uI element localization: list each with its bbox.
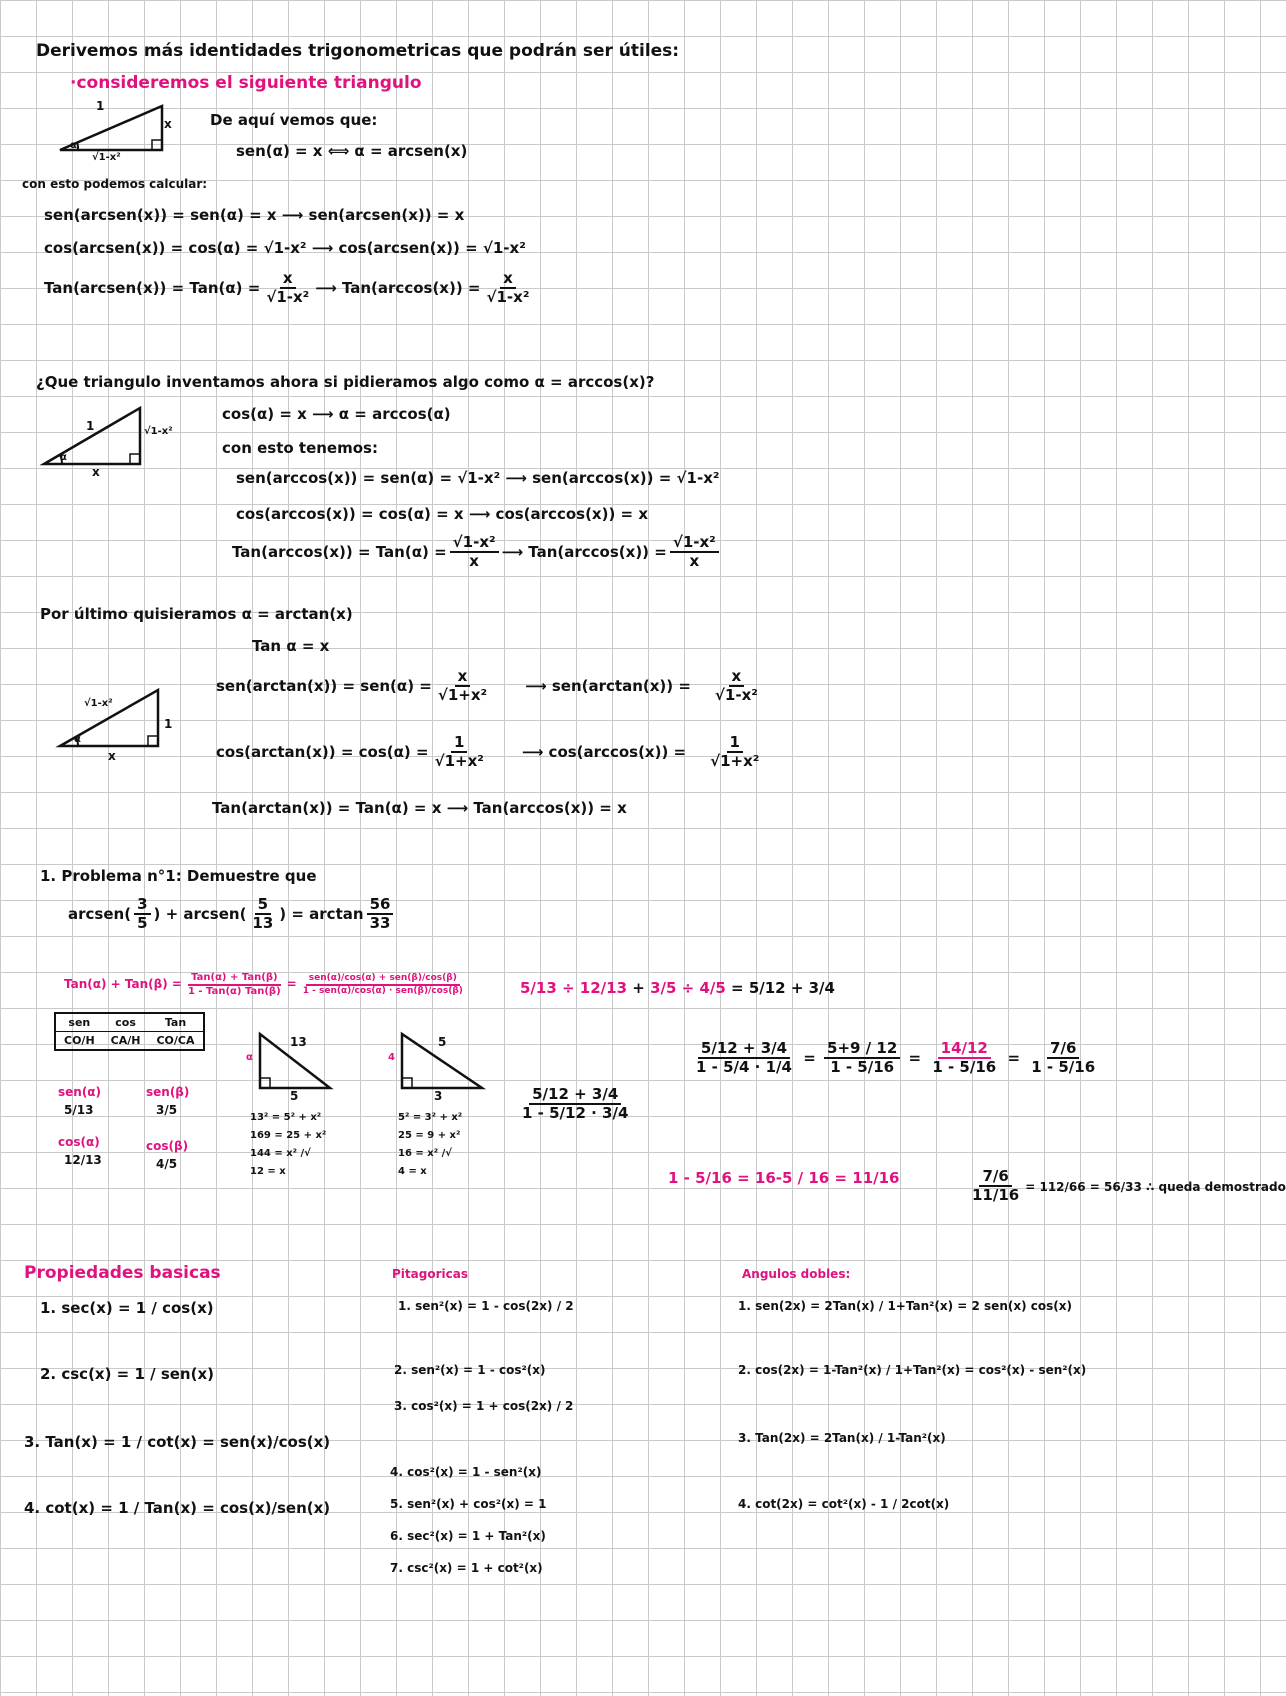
third-intro: Por último quisieramos α = arctan(x) [40, 605, 353, 623]
t2-work-1: 5² = 3² + x² [398, 1112, 463, 1123]
dobles-item-4: 4. cot(2x) = cot²(x) - 1 / 2cot(x) [738, 1497, 950, 1511]
second-line3: Tan(arccos(x)) = Tan(α) = $\frac{\text{√1-x²}}{x}$ ⟶ Tan(arccos(x)) = $\frac{\text{√1-x²}}{x}$ [232, 534, 722, 571]
t2-work-2: 25 = 9 + x² [398, 1130, 461, 1141]
de-aqui: De aquí vemos que: [210, 111, 378, 129]
pitag-item-1: 1. sen²(x) = 1 - cos(2x) / 2 [398, 1299, 574, 1313]
intro-line2: cos(arcsen(x)) = cos(α) = √1-x² ⟶ cos(arcsen(x)) = √1-x² [44, 239, 526, 257]
step-4: 1 - 5/16 = 16-5 / 16 = 11/16 [668, 1169, 900, 1187]
intro-line1: sen(arcsen(x)) = sen(α) = x ⟶ sen(arcsen(x)) = x [44, 206, 465, 224]
cos-alpha-label: cos(α) [58, 1135, 100, 1149]
dobles-item-2: 2. cos(2x) = 1-Tan²(x) / 1+Tan²(x) = cos²(x) - sen²(x) [738, 1363, 1087, 1377]
sen-beta-value: 3/5 [156, 1103, 178, 1117]
tri1-opp: x [164, 117, 172, 131]
sen-alpha-label: sen(α) [58, 1085, 102, 1099]
t2-work-4: 4 = x [398, 1166, 427, 1177]
intro-title: Derivemos más identidades trigonometricas que podrán ser útiles: [36, 41, 680, 61]
third-line1: sen(arctan(x)) = sen(α) = $\frac{x}{\text{√1+x²}}$ ⟶ sen(arctan(x)) = $\frac{x}{\text{√1-x²}}$ [216, 667, 758, 705]
t2-side: 4 [388, 1052, 395, 1063]
second-line1: sen(arccos(x)) = sen(α) = √1-x² ⟶ sen(arccos(x)) = √1-x² [236, 469, 720, 487]
dobles-title: Angulos dobles: [742, 1267, 851, 1281]
tri1-angle: α [70, 140, 77, 151]
t1-side: α [246, 1052, 253, 1063]
pitag-item-3: 3. cos²(x) = 1 + cos(2x) / 2 [394, 1399, 574, 1413]
intro-line3: Tan(arcsen(x)) = Tan(α) = $\frac{x}{\text{√1-x²}}$ ⟶ Tan(arccos(x)) = $\frac{x}{\text{√1-x²}}$ [44, 269, 530, 307]
pitag-item-2: 2. sen²(x) = 1 - cos²(x) [394, 1363, 546, 1377]
pitag-item-4: 4. cos²(x) = 1 - sen²(x) [390, 1465, 542, 1479]
t2-work-3: 16 = x² /√ [398, 1148, 452, 1159]
soh-cah-toa-table: sen cos Tan CO/H CA/H CO/CA [54, 1012, 205, 1051]
sen-beta-label: sen(β) [146, 1085, 190, 1099]
basic-item-3: 3. Tan(x) = 1 / cot(x) = sen(x)/cos(x) [24, 1433, 331, 1451]
tri1-hyp: 1 [96, 99, 105, 113]
t1-work-3: 144 = x² /√ [250, 1148, 311, 1159]
t1-work-4: 12 = x [250, 1166, 286, 1177]
tri3-adj: x [108, 749, 116, 763]
second-question: ¿Que triangulo inventamos ahora si pidieramos algo como α = arccos(x)? [36, 373, 655, 391]
problem-title: 1. Problema n°1: Demuestre que [40, 867, 317, 885]
dobles-item-1: 1. sen(2x) = 2Tan(x) / 1+Tan²(x) = 2 sen(x) cos(x) [738, 1299, 1072, 1313]
step-3: $\frac{5/12 + 3/4}{1 - 5/4 \cdot 1/4}$ = $\frac{5+9 / 12}{1 - 5/16}$ = $\frac{14/12}{1 - 5/16}$ = $\frac{7/6}{1 - 5/16}$ [696, 1039, 1096, 1077]
tri2-opp: √1-x² [144, 426, 173, 437]
cos-alpha-value: 12/13 [64, 1153, 102, 1167]
second-line2: cos(arccos(x)) = cos(α) = x ⟶ cos(arccos(x)) = x [236, 505, 648, 523]
third-line2: cos(arctan(x)) = cos(α) = $\frac{1}{\text{√1+x²}}$ ⟶ cos(arccos(x)) = $\frac{1}{\text{√1+x²}}$ [216, 733, 760, 771]
basic-item-2: 2. csc(x) = 1 / sen(x) [40, 1365, 214, 1383]
pitag-item-6: 6. sec²(x) = 1 + Tan²(x) [390, 1529, 546, 1543]
step-1: 5/13 ÷ 12/13 + 3/5 ÷ 4/5 = 5/12 + 3/4 [520, 979, 835, 997]
step-2: $\frac{5/12 + 3/4}{1 - 5/12 \cdot 3/4}$ [522, 1085, 629, 1123]
pitag-item-5: 5. sen²(x) + cos²(x) = 1 [390, 1497, 547, 1511]
intro-subtitle: ·consideremos el siguiente triangulo [70, 73, 422, 93]
t2-base: 3 [434, 1089, 443, 1103]
sen-eq: sen(α) = x ⟺ α = arcsen(x) [236, 142, 468, 160]
tenemos: con esto tenemos: [222, 439, 378, 457]
tri3-hyp: √1-x² [84, 698, 113, 709]
problem-equation: arcsen( $\frac{3}{5}$ ) + arcsen( $\frac{5}{13}$ ) = arctan $\frac{56}{33}$ [68, 896, 396, 933]
tan-eq: Tan α = x [252, 637, 330, 655]
t1-work-2: 169 = 25 + x² [250, 1130, 327, 1141]
tri2-adj: x [92, 465, 100, 479]
tri2-angle: α [60, 452, 67, 463]
cos-eq: cos(α) = x ⟶ α = arccos(α) [222, 405, 451, 423]
step-5: $\frac{7/6}{11/16}$ = 112/66 = 56/33 ∴ queda demostrado [972, 1167, 1286, 1205]
t1-work-1: 13² = 5² + x² [250, 1112, 322, 1123]
pitag-title: Pitagoricas [392, 1267, 468, 1281]
calc-label: con esto podemos calcular: [22, 177, 208, 191]
pitag-item-7: 7. csc²(x) = 1 + cot²(x) [390, 1561, 543, 1575]
basic-item-1: 1. sec(x) = 1 / cos(x) [40, 1299, 214, 1317]
t1-base: 5 [290, 1089, 299, 1103]
tri1-adj: √1-x² [92, 152, 121, 163]
sen-alpha-value: 5/13 [64, 1103, 94, 1117]
basic-title: Propiedades basicas [24, 1263, 221, 1283]
third-line3: Tan(arctan(x)) = Tan(α) = x ⟶ Tan(arccos(x)) = x [212, 799, 627, 817]
tan-sum-formula: Tan(α) + Tan(β) = $\frac{\text{Tan(α) + Tan(β)}}{\text{1 - Tan(α) Tan(β)}}$ = $\frac{\text{sen(α)/cos(α) + sen(β)/cos(β)}}{\text{1 - sen(α)/cos(α) · sen(β)/cos(β)}}$ [64, 972, 463, 997]
tri3-angle: α [74, 734, 81, 745]
dobles-item-3: 3. Tan(2x) = 2Tan(x) / 1-Tan²(x) [738, 1431, 946, 1445]
cos-beta-value: 4/5 [156, 1157, 178, 1171]
tri3-opp: 1 [164, 717, 173, 731]
tri2-hyp: 1 [86, 419, 95, 433]
basic-item-4: 4. cot(x) = 1 / Tan(x) = cos(x)/sen(x) [24, 1499, 331, 1517]
cos-beta-label: cos(β) [146, 1139, 189, 1153]
t2-hyp: 5 [438, 1035, 447, 1049]
t1-hyp: 13 [290, 1035, 307, 1049]
